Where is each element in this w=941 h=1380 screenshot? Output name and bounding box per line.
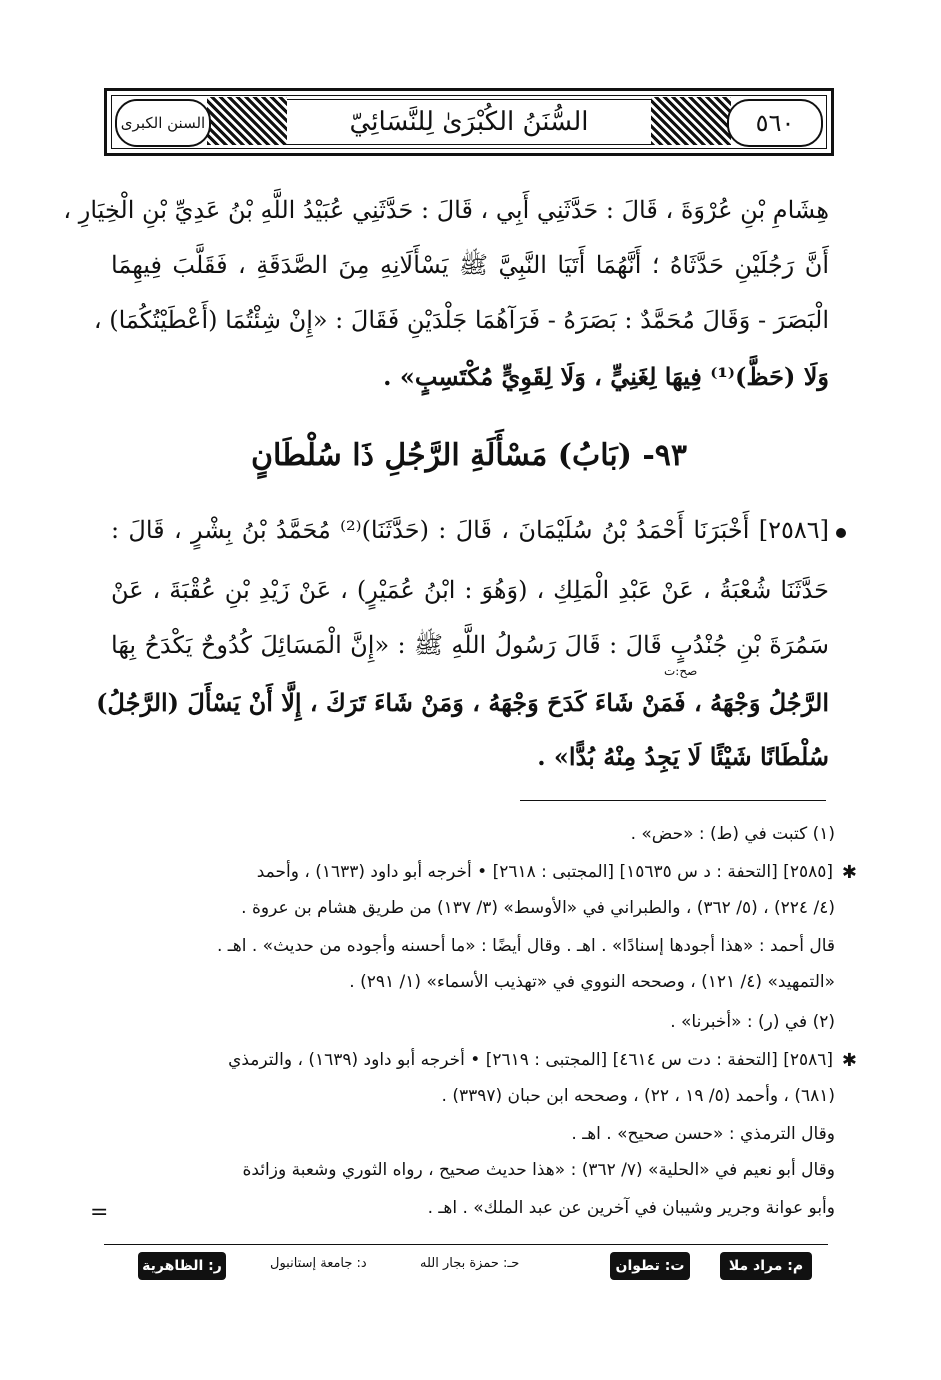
body-line: وَلَا (حَظَّ)⁽¹⁾ فِيهَا لِغَنِيٍّ ، وَلَا لِقَوِيٍّ مُكْتَسِبٍ» . [383,362,829,391]
footnote-line: (٤/ ٢٢٤) ، (٥/ ٣٦٢) ، والطبراني في «الأوسط» (٣/ ١٣٧) من طريق هشام بن عروة . [241,898,835,918]
book-title: السُّنَنُ الكُبْرَىٰ لِلنَّسَائِيّ [287,99,651,145]
asterisk-icon: ✱ [841,1050,857,1071]
hadith-line: الرَّجُلُ وَجْهَهُ ، فَمَنْ شَاءَ كَدَحَ وَجْهَهُ ، وَمَنْ شَاءَ تَرَكَ ، إِلَّا أَنْ يَسْأَلَ (الرَّجُلُ) [96,688,829,717]
chapter-heading: ٩٣- (بَابُ) مَسْأَلَةِ الرَّجُلِ ذَا سُلْطَانٍ [250,438,688,473]
footnote-line: [٢٥٨٦] [التحفة : دت س ٤٦١٤] [المجتبى : ٢٦١٩] • أخرجه أبو داود (١٦٣٩) ، والترمذي [228,1050,833,1070]
asterisk-icon: ✱ [841,862,857,883]
footnote-line: [٢٥٨٥] [التحفة : د س ١٥٦٣٥] [المجتبى : ٢٦١٨] • أخرجه أبو داود (١٦٣٣) ، وأحمد [256,862,833,882]
manuscript-text-h: حـ: حمزة بجار الله [420,1256,520,1271]
hadith-line: [٢٥٨٦] أَخْبَرَنَا أَحْمَدُ بْنُ سُلَيْمَانَ ، قَالَ : (حَدَّثَنَا)⁽²⁾ مُحَمَّدُ بْنُ بِشْرٍ ، قَالَ : [111,516,829,544]
margin-note: صح:ت [664,664,698,678]
footnote-line: (١) كتبت في (ط) : «حض» . [630,824,835,844]
footnote-separator [520,800,826,801]
footnote-line: (٢) في (ر) : «أخبرنا» . [670,1012,835,1032]
manuscript-text-d: د: جامعة إستانبول [270,1256,367,1271]
manuscript-badge-r: ر: الظاهرية [138,1252,226,1280]
footer-separator [104,1244,828,1245]
hadith-line: حَدَّثَنَا شُعْبَةُ ، عَنْ عَبْدِ الْمَلِكِ ، (وَهُوَ : ابْنُ عُمَيْرٍ) ، عَنْ زَيْدِ بْنِ عُقْبَةَ ، عَنْ [111,576,829,604]
continuation-mark: = [90,1200,109,1225]
footnote-line: (٦٨١) ، وأحمد (٥/ ١٩ ، ٢٢) ، وصححه ابن حبان (٣٣٩٧) . [441,1086,835,1106]
book-emblem: السنن الكبرى [115,99,211,147]
body-line: هِشَامِ بْنِ عُرْوَةَ ، قَالَ : حَدَّثَنِي أَبِي ، قَالَ : حَدَّثَنِي عُبَيْدُ اللَّهِ بْنُ عَدِيِّ بْنِ الْخِيَارِ ، [63,196,829,224]
footnote-line: وقال الترمذي : «حسن صحيح» . اهـ . [571,1124,835,1144]
header-ornament-right [651,97,731,145]
body-line: أَنَّ رَجُلَيْنِ حَدَّثَاهُ ؛ أَنَّهُمَا أَتَيَا النَّبِيَّ ﷺ يَسْأَلَانِهِ مِنَ الصَّدَقَةِ ، فَقَلَّبَ فِيهِمَا [111,251,829,279]
footnote-line: وقال أبو نعيم في «الحلية» (٧/ ٣٦٢) : «هذا حديث صحيح ، رواه الثوري وشعبة وزائدة [242,1160,835,1180]
footnote-line: قال أحمد : «هذا أجودها إسنادًا» . اهـ . وقال أيضًا : «ما أحسنه وأجوده من حديث» . اهـ . [216,936,835,956]
header-ornament-left [207,97,287,145]
manuscript-badge-t: ت: تطوان [610,1252,690,1280]
footnote-line: وأبو عوانة وجرير وشيبان في آخرين عن عبد الملك» . اهـ . [427,1198,835,1218]
body-line: الْبَصَرَ - وَقَالَ مُحَمَّدٌ : بَصَرَهُ - فَرَآهُمَا جَلْدَيْنِ فَقَالَ : «إِنْ شِئْتُمَا (أَعْطَيْتُكُمَا) ، [93,306,829,334]
hadith-line: سَمُرَةَ بْنِ جُنْدُبٍ قَالَ : قَالَ رَسُولُ اللَّهِ ﷺ : «إِنَّ الْمَسَائِلَ كُدُوحٌ يَكْدَحُ بِهَا [111,631,829,659]
hadith-line: سُلْطَانًا شَيْئًا لَا يَجِدُ مِنْهُ بُدًّا» . [537,742,829,771]
page-header [104,88,834,156]
manuscript-badge-m: م: مراد ملا [720,1252,812,1280]
bullet-icon [836,528,846,538]
footnote-line: «التمهيد» (٤/ ١٢١) ، وصححه النووي في «تهذيب الأسماء» (١/ ٢٩١) . [349,972,835,992]
page-number: ٥٦٠ [727,99,823,147]
